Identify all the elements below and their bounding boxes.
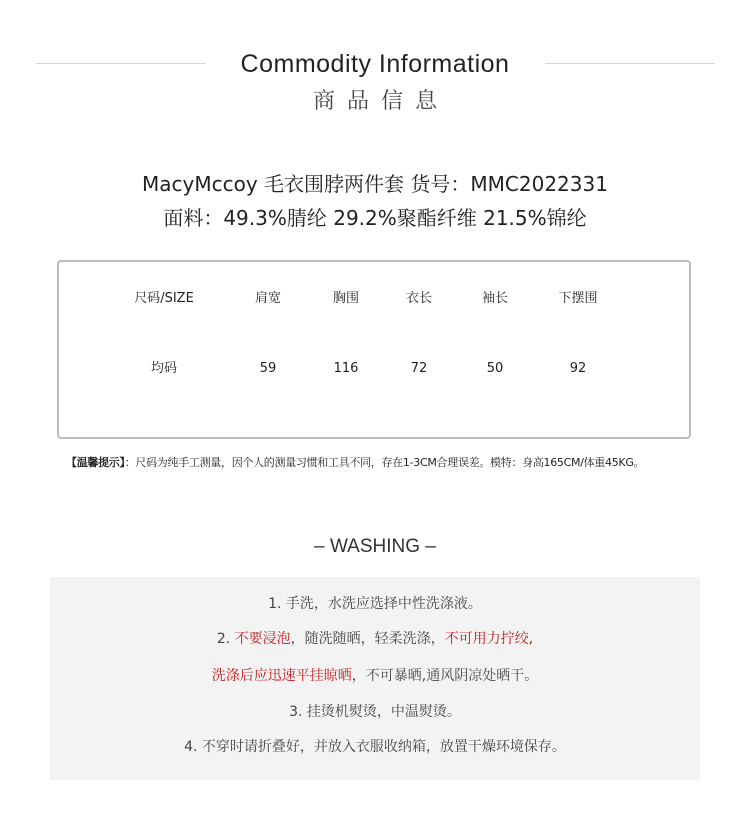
wash-step-2-text: ，随洗随晒，轻柔洗涤， (290, 631, 445, 647)
size-value-length: 72 (410, 361, 428, 376)
product-fabric-line: 面料：49.3%腈纶 29.2%聚酯纤维 21.5%锦纶 (163, 206, 587, 230)
wash-step-1: 1. 手洗，水洗应选择中性洗涤液。 (268, 596, 482, 612)
wash-step-3: 3. 挂烫机熨烫，中温熨烫。 (289, 704, 461, 720)
size-value-shoulder: 59 (259, 361, 277, 376)
washing-instructions (50, 577, 700, 780)
washing-title: – WASHING – (314, 536, 436, 557)
section-header (0, 44, 750, 84)
size-header-length: 衣长 (405, 291, 433, 306)
wash-step-2 (50, 629, 700, 649)
measurement-tip (66, 455, 644, 471)
size-table (57, 260, 691, 439)
wash-step-2-continued (50, 666, 700, 686)
size-header-hem: 下摆围 (558, 291, 598, 306)
wash-step-4: 4. 不穿时请折叠好，并放入衣服收纳箱，放置干燥环境保存。 (184, 739, 566, 755)
product-name-line: MacyMccoy 毛衣围脖两件套 货号：MMC2022331 (142, 172, 608, 196)
wash-step-2-number: 2. (216, 631, 235, 647)
size-value-hem: 92 (569, 361, 587, 376)
size-value-chest: 116 (333, 361, 359, 376)
section-title-cn: 商品信息 (312, 89, 449, 114)
size-header-sleeve: 袖长 (481, 291, 509, 306)
wash-warning-no-soak: 不要浸泡 (234, 631, 291, 647)
size-value-size: 均码 (150, 361, 178, 376)
size-value-sleeve: 50 (486, 361, 504, 376)
tip-text: ：尺码为纯手工测量，因个人的测量习惯和工具不同，存在1-3CM合理误差。模特：身高165CM/体重45KG。 (124, 456, 645, 469)
header-divider-right (545, 63, 715, 64)
wash-step-2-continued-text: ，不可暴晒,通风阴凉处晒干。 (351, 668, 539, 684)
size-header-shoulder: 肩宽 (254, 291, 282, 306)
wash-warning-hang-dry: 洗涤后应迅速平挂晾晒 (211, 668, 352, 684)
size-header-size: 尺码/SIZE (134, 291, 194, 306)
wash-warning-no-wring: 不可用力拧绞, (444, 631, 534, 647)
section-title-en: Commodity Information (240, 50, 510, 78)
size-header-chest: 胸围 (332, 291, 360, 306)
tip-label: 【温馨提示】 (66, 456, 125, 469)
